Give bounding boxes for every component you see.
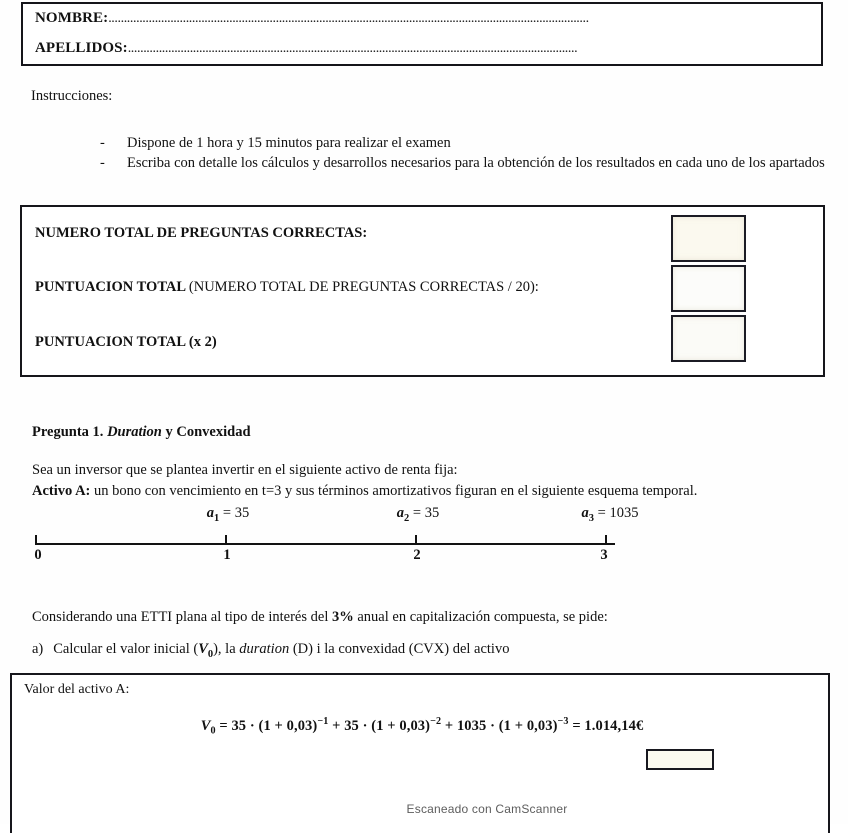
cash-flow-3-value: 1035 — [609, 505, 639, 521]
timeline-tick-2 — [415, 535, 417, 544]
formula-v-symbol: V — [200, 717, 211, 734]
bullet-dash-icon: - — [100, 155, 105, 171]
statement-line-1: Sea un inversor que se plantea invertir en el siguiente activo de renta fija: — [32, 462, 458, 478]
formula-v-subscript: 0 — [210, 725, 216, 737]
camscanner-watermark — [0, 802, 848, 816]
cash-flow-2-eq: = — [412, 505, 422, 521]
cash-flow-2-index: 2 — [404, 512, 410, 524]
cash-flow-3-index: 3 — [588, 512, 595, 524]
cash-flow-1-var: a — [206, 505, 215, 521]
answer-box-title: Valor del activo A: — [24, 682, 130, 697]
cash-flow-3-eq: = — [597, 505, 606, 521]
question-part-a — [32, 641, 509, 660]
answer-input-field[interactable] — [646, 749, 714, 770]
score-row-label-correct-count — [35, 225, 367, 242]
score-input-total-score[interactable] — [671, 265, 746, 312]
part-a-text-3: (D) i la convexidad (CVX) del activo — [289, 641, 510, 657]
statement-line-2 — [32, 482, 697, 501]
formula-result: = 1.014,14€ — [568, 717, 644, 734]
formula-exponent-3: −3 — [557, 716, 569, 727]
instructions-list — [100, 134, 830, 174]
cash-flow-2 — [397, 505, 439, 524]
part-a-v0-symbol: V — [198, 641, 208, 657]
etti-suffix: anual en capitalización compuesta, se pide: — [353, 609, 608, 625]
watermark-text: Escaneado con CamScanner — [406, 802, 568, 816]
bullet-dash-icon: - — [100, 135, 105, 151]
score-row-label-total-score-x2 — [35, 334, 217, 351]
etti-rate: 3% — [331, 609, 354, 625]
question-heading — [32, 424, 251, 441]
part-a-v0-subscript: 0 — [207, 648, 214, 660]
score-label-bold: PUNTUACION TOTAL (x 2) — [35, 334, 217, 350]
score-summary-box — [20, 205, 825, 377]
cash-flow-3-var: a — [581, 505, 589, 521]
surname-dotted-line: ................................................................................................................................................. — [127, 41, 578, 56]
score-label-normal: (NUMERO TOTAL DE PREGUNTAS CORRECTAS / 20): — [188, 279, 539, 295]
instruction-text: Dispone de 1 hora y 15 minutos para realizar el examen — [127, 135, 451, 151]
timeline-tick-3 — [605, 535, 607, 544]
name-dotted-line: ........................................................................................................................................................... — [108, 11, 589, 26]
score-label-bold: PUNTUACION TOTAL — [35, 279, 189, 295]
timeline-tick-0 — [35, 535, 37, 544]
cash-flow-1-value: 35 — [234, 505, 250, 521]
score-input-correct-count[interactable] — [671, 215, 746, 262]
list-item — [100, 154, 830, 173]
question-heading-suffix: y Convexidad — [165, 424, 251, 440]
timeline-label-3: 3 — [600, 547, 608, 563]
timeline-tick-1 — [225, 535, 227, 544]
list-item — [100, 134, 830, 153]
asset-label: Activo A: — [32, 483, 91, 499]
cash-flow-timeline — [0, 505, 848, 565]
etti-statement — [32, 609, 608, 626]
asset-description: un bono con vencimiento en t=3 y sus términos amortizativos figuran en el siguiente esquema temporal. — [94, 483, 698, 499]
cash-flow-1-index: 1 — [214, 512, 220, 524]
part-a-duration-italic: duration — [239, 641, 290, 657]
cash-flow-2-var: a — [396, 505, 405, 521]
score-input-total-score-x2[interactable] — [671, 315, 746, 362]
cash-flow-3 — [582, 505, 639, 524]
question-heading-prefix: Pregunta 1. — [32, 424, 104, 440]
score-row-label-total-score — [35, 279, 539, 296]
formula-term-3: + 1035 · (1 + 0,03) — [441, 717, 558, 734]
formula-term-2: + 35 · (1 + 0,03) — [328, 717, 431, 734]
part-a-letter: a) — [32, 641, 44, 657]
cash-flow-1 — [207, 505, 249, 524]
surname-label: APELLIDOS: — [35, 40, 128, 56]
cash-flow-1-eq: = — [222, 505, 232, 521]
name-field-row[interactable] — [35, 10, 589, 27]
timeline-label-1: 1 — [223, 547, 231, 563]
etti-prefix: Considerando una ETTI plana al tipo de interés del — [32, 609, 332, 625]
formula-exponent-2: −2 — [430, 716, 442, 727]
value-formula — [12, 716, 832, 737]
part-a-text-2: ), la — [213, 641, 240, 657]
cash-flow-2-value: 35 — [424, 505, 440, 521]
formula-term-1: = 35 · (1 + 0,03) — [215, 717, 318, 734]
name-label: NOMBRE: — [35, 10, 109, 26]
score-label-bold: NUMERO TOTAL DE PREGUNTAS CORRECTAS: — [35, 225, 368, 241]
timeline-label-2: 2 — [413, 547, 421, 563]
instructions-heading: Instrucciones: — [31, 88, 113, 104]
part-a-text-1: Calcular el valor inicial ( — [53, 641, 199, 657]
surname-field-row[interactable] — [35, 40, 577, 57]
question-heading-italic: Duration — [107, 424, 162, 440]
timeline-label-0: 0 — [34, 547, 42, 563]
instruction-text: Escriba con detalle los cálculos y desarrollos necesarios para la obtención de los resultados en cada uno de los apartados — [127, 155, 825, 171]
formula-exponent-1: −1 — [317, 716, 329, 727]
identity-box — [21, 2, 823, 66]
timeline-axis — [35, 543, 615, 545]
